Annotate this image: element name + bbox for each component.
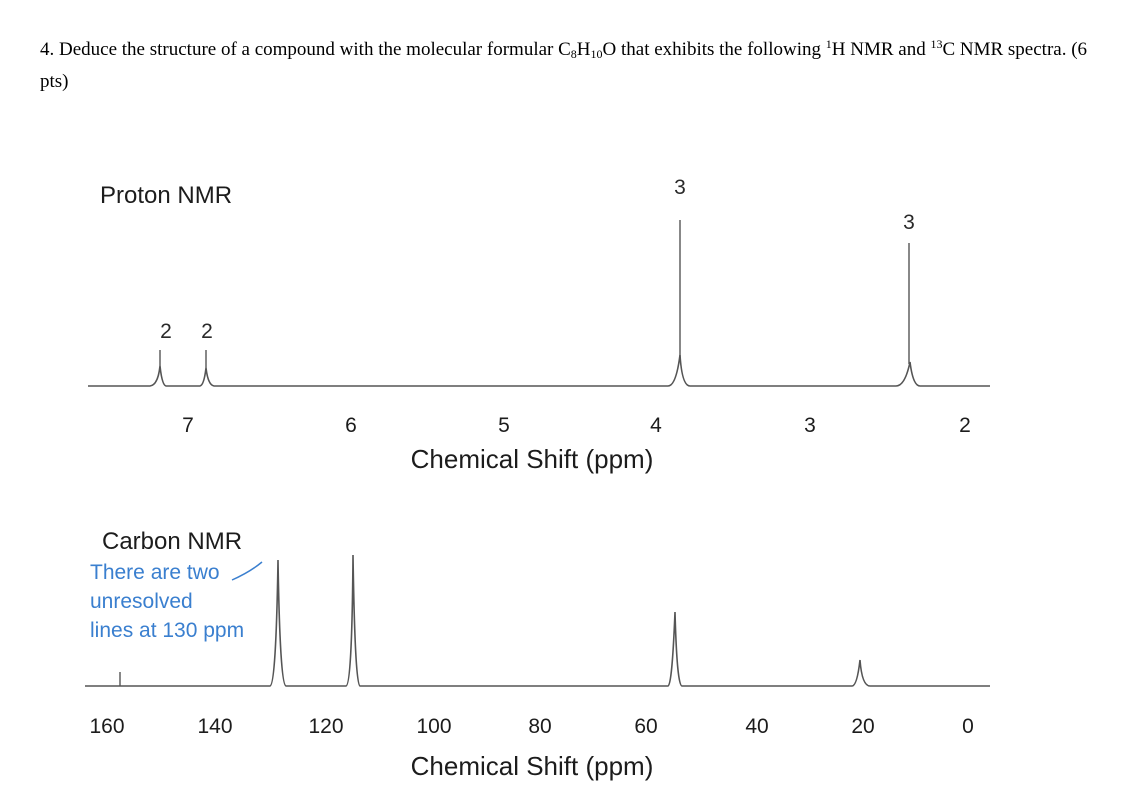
- carbon-tick-label: 20: [851, 715, 875, 738]
- question-middle: O that exhibits the following: [602, 39, 826, 60]
- carbon-tick-label: 140: [197, 715, 233, 738]
- integral-label: 2: [160, 320, 172, 343]
- integral-label: 3: [903, 211, 915, 234]
- question-hnmr: H NMR and: [831, 39, 931, 60]
- carbon-note-line: There are two: [90, 561, 220, 584]
- formula-h-subscript: 10: [590, 47, 603, 61]
- formula-h: H: [576, 39, 591, 60]
- carbon-tick-label: 0: [962, 715, 974, 738]
- carbon-tick-label: 100: [416, 715, 452, 738]
- proton-tick-label: 4: [650, 414, 662, 437]
- proton-aromatic-small-peaks: [160, 350, 206, 368]
- carbon-tick-label: 80: [528, 715, 552, 738]
- integral-label: 3: [674, 176, 686, 199]
- carbon-tick-label: 60: [634, 715, 658, 738]
- proton-x-axis-title: Chemical Shift (ppm): [410, 444, 654, 474]
- formula-c-subscript: 8: [570, 47, 577, 61]
- integral-label: 2: [201, 320, 213, 343]
- superscript-1: 1: [825, 37, 832, 51]
- superscript-13: 13: [930, 37, 943, 51]
- carbon-tick-label: 120: [308, 715, 344, 738]
- proton-tick-label: 6: [345, 414, 357, 437]
- proton-baseline: [88, 355, 990, 386]
- proton-tick-label: 5: [498, 414, 510, 437]
- proton-tick-label: 3: [804, 414, 816, 437]
- question-prefix: 4. Deduce the structure of a compound with the molecular formular C: [40, 39, 571, 60]
- proton-tick-label: 2: [959, 414, 971, 437]
- carbon-note-line: unresolved: [90, 590, 193, 613]
- carbon-tick-label: 40: [745, 715, 769, 738]
- carbon-nmr-heading: Carbon NMR: [102, 528, 243, 555]
- carbon-x-axis-title: Chemical Shift (ppm): [410, 751, 654, 781]
- carbon-tick-label: 160: [89, 715, 125, 738]
- question-suffix: C NMR spectra. (6 pts): [40, 39, 1088, 92]
- annotation-arrow: [232, 562, 262, 580]
- carbon-note-line: lines at 130 ppm: [90, 619, 245, 642]
- proton-tick-label: 7: [182, 414, 194, 437]
- proton-nmr-heading: Proton NMR: [100, 182, 233, 209]
